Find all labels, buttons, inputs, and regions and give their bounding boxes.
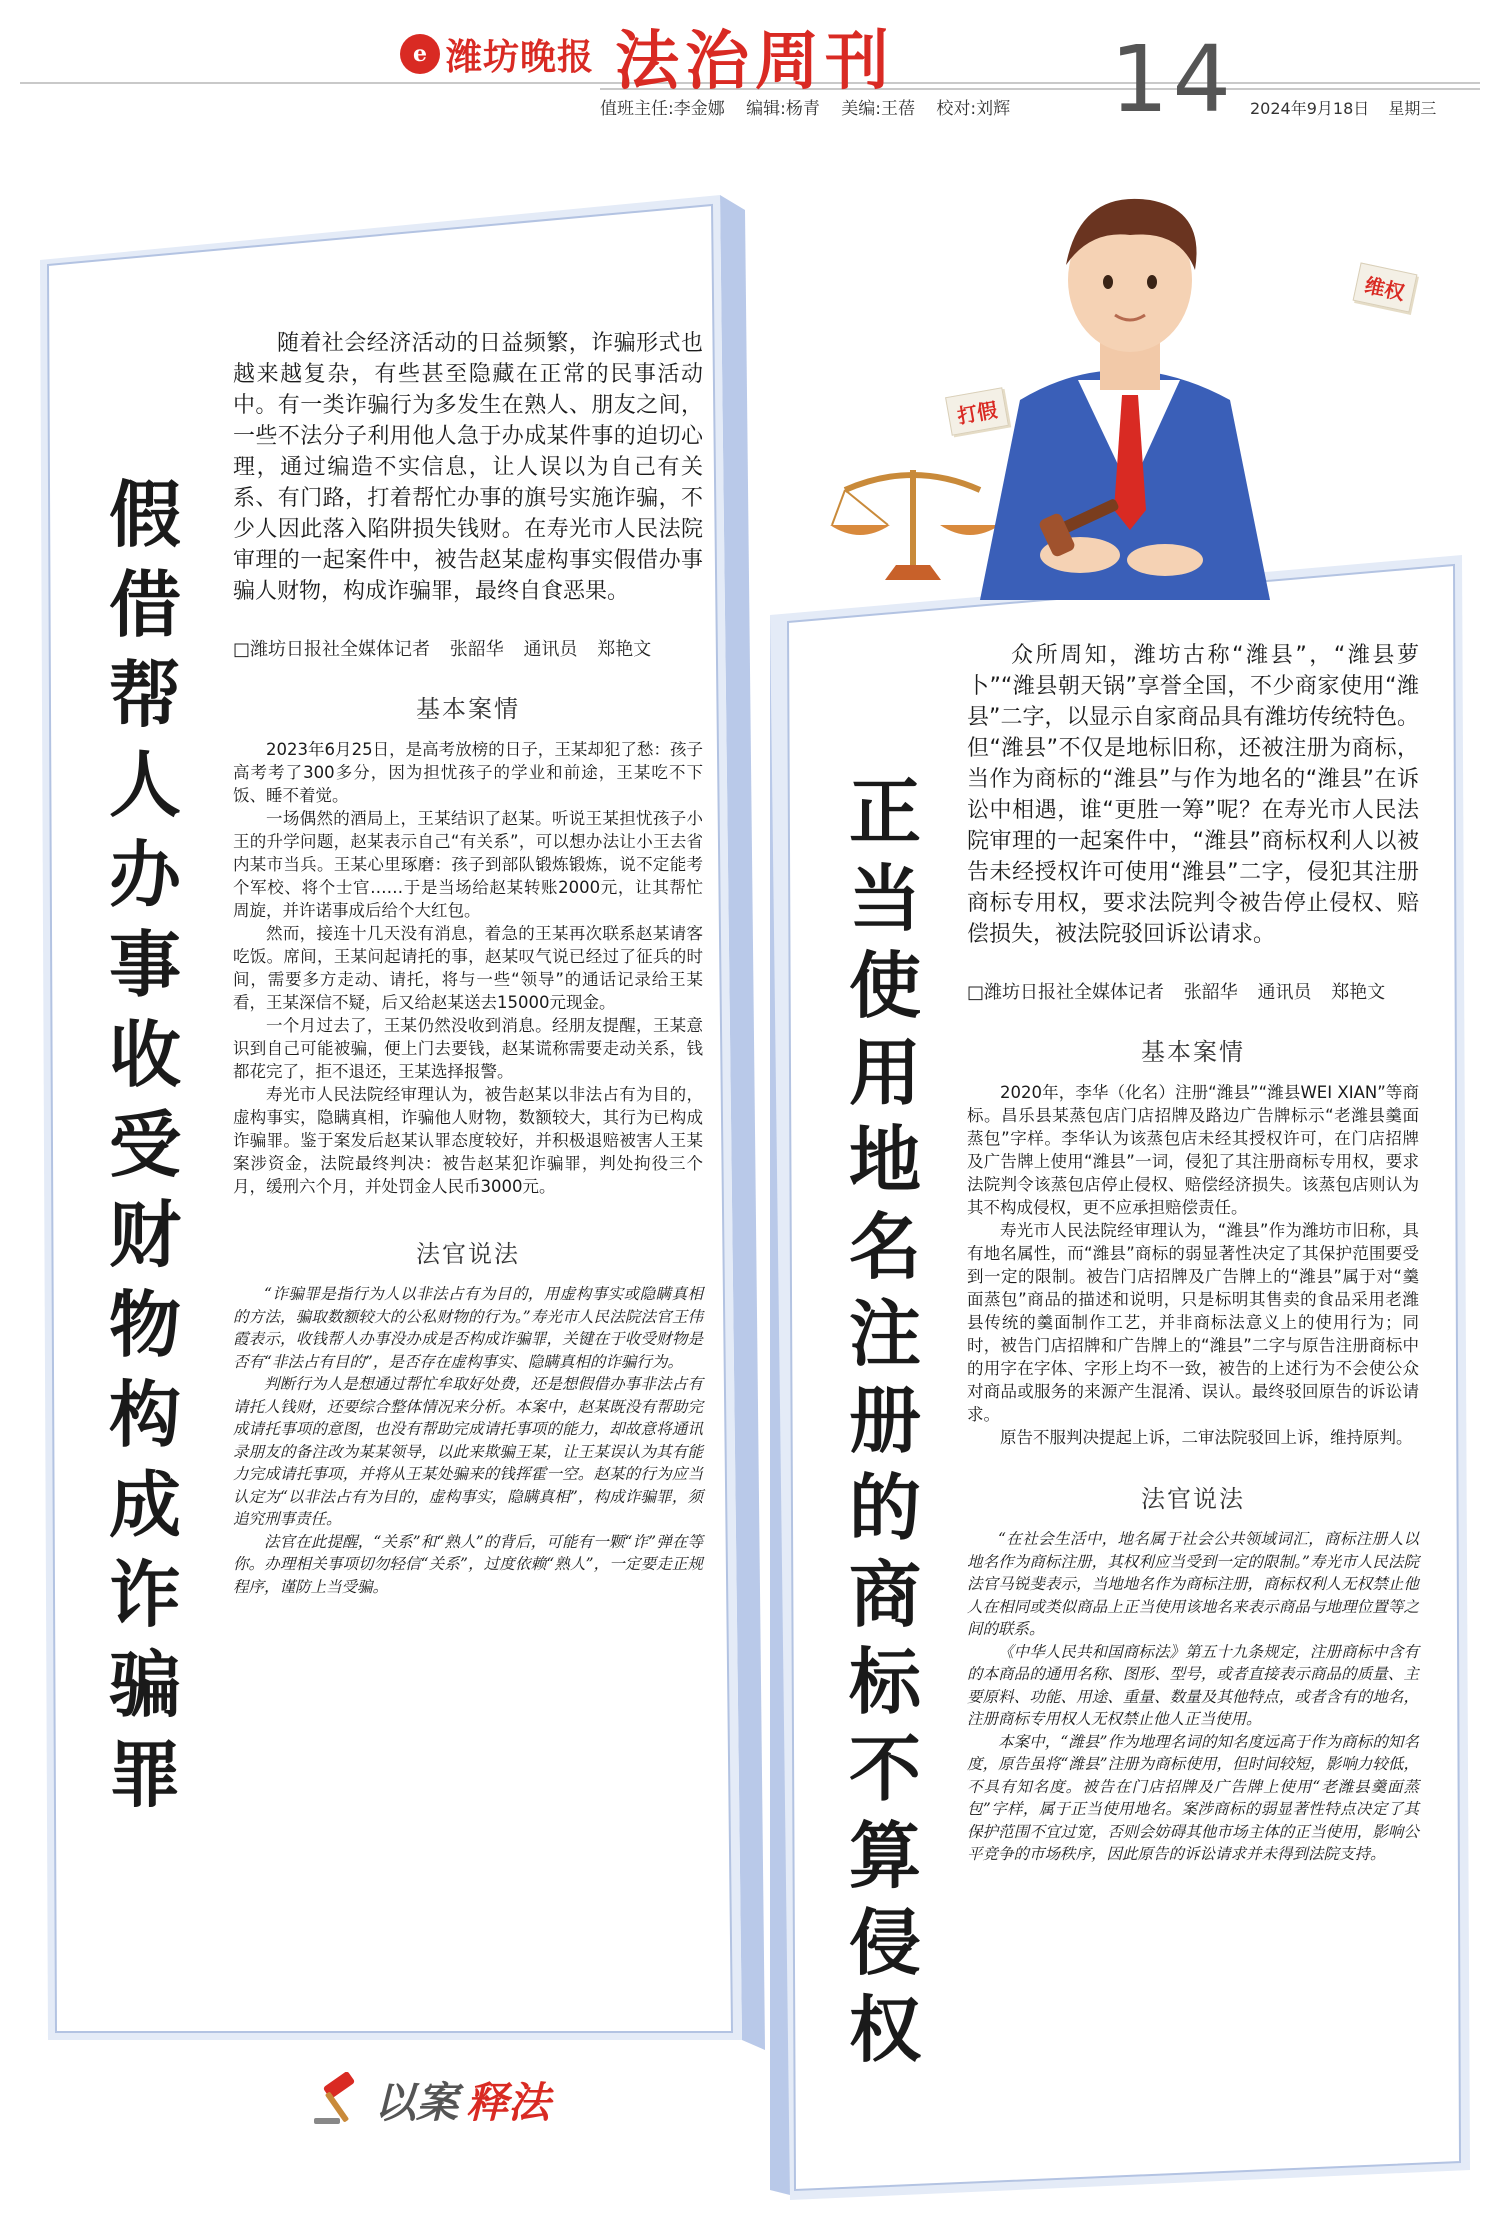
left-section2-title: 法官说法 [416, 1240, 520, 1268]
scales-of-justice-icon [830, 470, 1000, 580]
paragraph: 寿光市人民法院经审理认为，“潍县”作为潍坊市旧称，具有地名属性，而“潍县”商标的弱显著性决定了其保护范围要受到一定的限制。被告门店招牌及广告牌上的“潍县”属于对“羹面蒸包”商品的描述和说明，只是标明其售卖的食品采用老潍县传统的羹面制作工艺，并非商标法意义上的使用行为；同时，被告门店招牌和广告牌上的“潍县”二字与原告注册商标中的用字在字体、字形上均不一致，被告的上述行为不会使公众对商品或服务的来源产生混淆、误认。最终驳回原告的诉讼请求。 [967, 1221, 1419, 1424]
section-title: 法治周刊 [615, 24, 895, 99]
logo-mark-icon: e [400, 34, 440, 74]
right-article-body [967, 640, 1419, 1866]
paragraph: 2023年6月25日，是高考放榜的日子，王某却犯了愁：孩子高考考了300多分，因为担忧孩子的学业和前途，王某吃不下饭、睡不着觉。 [233, 740, 703, 805]
lawyer-illustration [830, 170, 1410, 610]
brand-part-a: 以案 [374, 2078, 459, 2127]
credit-proofreader: 校对:刘辉 [936, 99, 1011, 119]
byline-role: 通讯员 [1257, 982, 1312, 1003]
paragraph: 本案中，“潍县”作为地理名词的知名度远高于作为商标的知名度，原告虽将“潍县”注册为商标使用，但时间较短，影响力较低，不具有知名度。被告在门店招牌及广告牌上使用“老潍县羹面蒸包”字样，属于正当使用地名。案涉商标的弱显著性特点决定了其保护范围不宜过宽，否则会妨碍其他市场主体的正当使用，影响公平竞争的市场秩序，因此原告的诉讼请求并未得到法院支持。 [967, 1732, 1419, 1863]
paragraph: 一个月过去了，王某仍然没收到消息。经朋友提醒，王某意识到自己可能被骗，便上门去要钱，赵某谎称需要走动关系，钱都花完了，拒不退还，王某选择报警。 [233, 1016, 703, 1081]
paragraph: “在社会生活中，地名属于社会公共领域词汇，商标注册人以地名作为商标注册，其权利应当受到一定的限制。”寿光市人民法院法官马锐斐表示，当地地名作为商标注册，商标权利人无权禁止他人在相同或类似商品上正当使用该地名来表示商品与地理位置等之间的联系。 [967, 1530, 1419, 1638]
right-section1-title: 基本案情 [1141, 1038, 1245, 1066]
left-article-lead: 随着社会经济活动的日益频繁，诈骗形式也越来越复杂，有些甚至隐藏在正常的民事活动中。有一类诈骗行为多发生在熟人、朋友之间，一些不法分子利用他人急于办成某件事的迫切心理，通过编造不实信息，让人误以为自己有关系、有门路，打着帮忙办事的旗号实施诈骗，不少人因此落入陷阱损失钱财。在寿光市人民法院审理的一起案件中，被告赵某虚构事实假借办事骗人财物，构成诈骗罪，最终自食恶果。 [233, 331, 703, 604]
date-text: 2024年9月18日 [1250, 99, 1370, 118]
left-section2-text [233, 1283, 703, 1598]
tag-anti-counterfeit: 打假 [945, 387, 1009, 435]
credit-duty-editor: 值班主任:李金娜 [600, 99, 725, 119]
paragraph: 2020年，李华（化名）注册“潍县”“潍县WEI XIAN”等商标。昌乐县某蒸包店门店招牌及路边广告牌标示“老潍县羹面蒸包”字样。李华认为该蒸包店未经其授权许可，在门店招牌及广告牌上使用“潍县”一词，侵犯了其注册商标专用权，要求法院判令该蒸包店停止侵权、赔偿经济损失。该蒸包店则认为其不构成侵权，更不应承担赔偿责任。 [967, 1083, 1419, 1217]
paragraph: 原告不服判决提起上诉，二审法院驳回上诉，维持原判。 [1000, 1428, 1413, 1447]
weekday-text: 星期三 [1388, 99, 1437, 118]
paragraph: 一场偶然的酒局上，王某结识了赵某。听说王某担忧孩子小王的升学问题，赵某表示自己“有关系”，可以想办法让小王去省内某市当兵。王某心里琢磨：孩子到部队锻炼锻炼，说不定能考个军校、将个士官……于是当场给赵某转账2000元，让其帮忙周旋，并许诺事成后给个大红包。 [233, 809, 703, 920]
credit-art-editor: 美编:王蓓 [841, 99, 916, 119]
right-article-headline: 正当使用地名注册的商标 不算侵权 [848, 769, 921, 2072]
paragraph: 然而，接连十几天没有消息，着急的王某再次联系赵某请客吃饭。席间，王某问起请托的事，赵某叹气说已经过了征兵的时间，需要多方走动、请托，将与一些“领导”的通话记录给王某看，王某深信不疑，后又给赵某送去15000元现金。 [233, 924, 703, 1012]
paragraph: 寿光市人民法院经审理认为，被告赵某以非法占有为目的，虚构事实，隐瞒真相，诈骗他人财物，数额较大，其行为已构成诈骗罪。鉴于案发后赵某认罪态度较好，并积极退赔被害人王某案涉资金，法院最终判决：被告赵某犯诈骗罪，判处拘役三个月，缓刑六个月，并处罚金人民币3000元。 [233, 1085, 703, 1196]
paragraph: 法官在此提醒，“关系”和“熟人”的背后，可能有一颗“诈”弹在等你。办理相关事项切勿轻信“关系”，过度依赖“熟人”，一定要走正规程序，谨防上当受骗。 [233, 1532, 703, 1596]
lawyer-figure [980, 199, 1270, 600]
right-section1-text [967, 1081, 1419, 1449]
byline-reporter: 张韶华 [1183, 982, 1238, 1003]
left-article-body [233, 328, 703, 1598]
gavel-icon [310, 2072, 366, 2128]
byline-correspondent: 郑艳文 [597, 639, 652, 660]
byline-org: □潍坊日报社全媒体记者 [967, 982, 1165, 1003]
byline-role: 通讯员 [523, 639, 578, 660]
tag-rights-protection: 维权 [1353, 262, 1418, 312]
right-article-byline [967, 978, 1419, 1004]
column-brand [310, 2070, 550, 2130]
left-section1-title: 基本案情 [416, 695, 520, 723]
byline-reporter: 张韶华 [449, 639, 504, 660]
logo-text: 潍坊晚报 [446, 35, 595, 78]
right-article-lead: 众所周知，潍坊古称“潍县”，“潍县萝卜”“潍县朝天锅”享誉全国，不少商家使用“潍县”二字，以显示自家商品具有潍坊传统特色。但“潍县”不仅是地标旧称，还被注册为商标，当作为商标的“潍县”与作为地名的“潍县”在诉讼中相遇，谁“更胜一筹”呢？在寿光市人民法院审理的一起案件中，“潍县”商标权利人以被告未经授权许可使用“潍县”二字，侵犯其注册商标专用权，要求法院判令被告停止侵权、赔偿损失，被法院驳回诉讼请求。 [967, 643, 1419, 947]
byline-org: □潍坊日报社全媒体记者 [233, 639, 431, 660]
paragraph: “诈骗罪是指行为人以非法占有为目的，用虚构事实或隐瞒真相的方法，骗取数额较大的公私财物的行为。”寿光市人民法院法官王伟霞表示，收钱帮人办事没办成是否构成诈骗罪，关键在于收受财物是否有“非法占有目的”，是否存在虚构事实、隐瞒真相的诈骗行为。 [233, 1285, 703, 1371]
left-section1-text [233, 738, 703, 1198]
left-article-byline [233, 635, 703, 661]
paragraph: 判断行为人是想通过帮忙牟取好处费，还是想假借办事非法占有请托人钱财，还要综合整体情况来分析。本案中，赵某既没有帮助完成请托事项的意图，也没有帮助完成请托事项的能力，却故意将通讯录朋友的备注改为某某领导，以此来欺骗王某，让王某误认为其有能力完成请托事项，并将从王某处骗来的钱挥霍一空。赵某的行为应当认定为“以非法占有为目的，虚构事实，隐瞒真相”，构成诈骗罪，须追究刑事责任。 [233, 1375, 703, 1528]
paragraph: 《中华人民共和国商标法》第五十九条规定，注册商标中含有的本商品的通用名称、图形、型号，或者直接表示商品的质量、主要原料、功能、用途、重量、数量及其他特点，或者含有的地名，注册商标专用权人无权禁止他人正当使用。 [967, 1642, 1419, 1728]
right-section2-text [967, 1528, 1419, 1866]
byline-correspondent: 郑艳文 [1331, 982, 1386, 1003]
right-section2-title: 法官说法 [1141, 1485, 1245, 1513]
credit-editor: 编辑:杨青 [746, 99, 820, 119]
brand-part-b: 释法 [466, 2078, 551, 2127]
left-article-headline: 假借帮人办事收受财物 构成诈骗罪 [108, 472, 181, 1817]
page-number: 14 [1110, 26, 1236, 133]
